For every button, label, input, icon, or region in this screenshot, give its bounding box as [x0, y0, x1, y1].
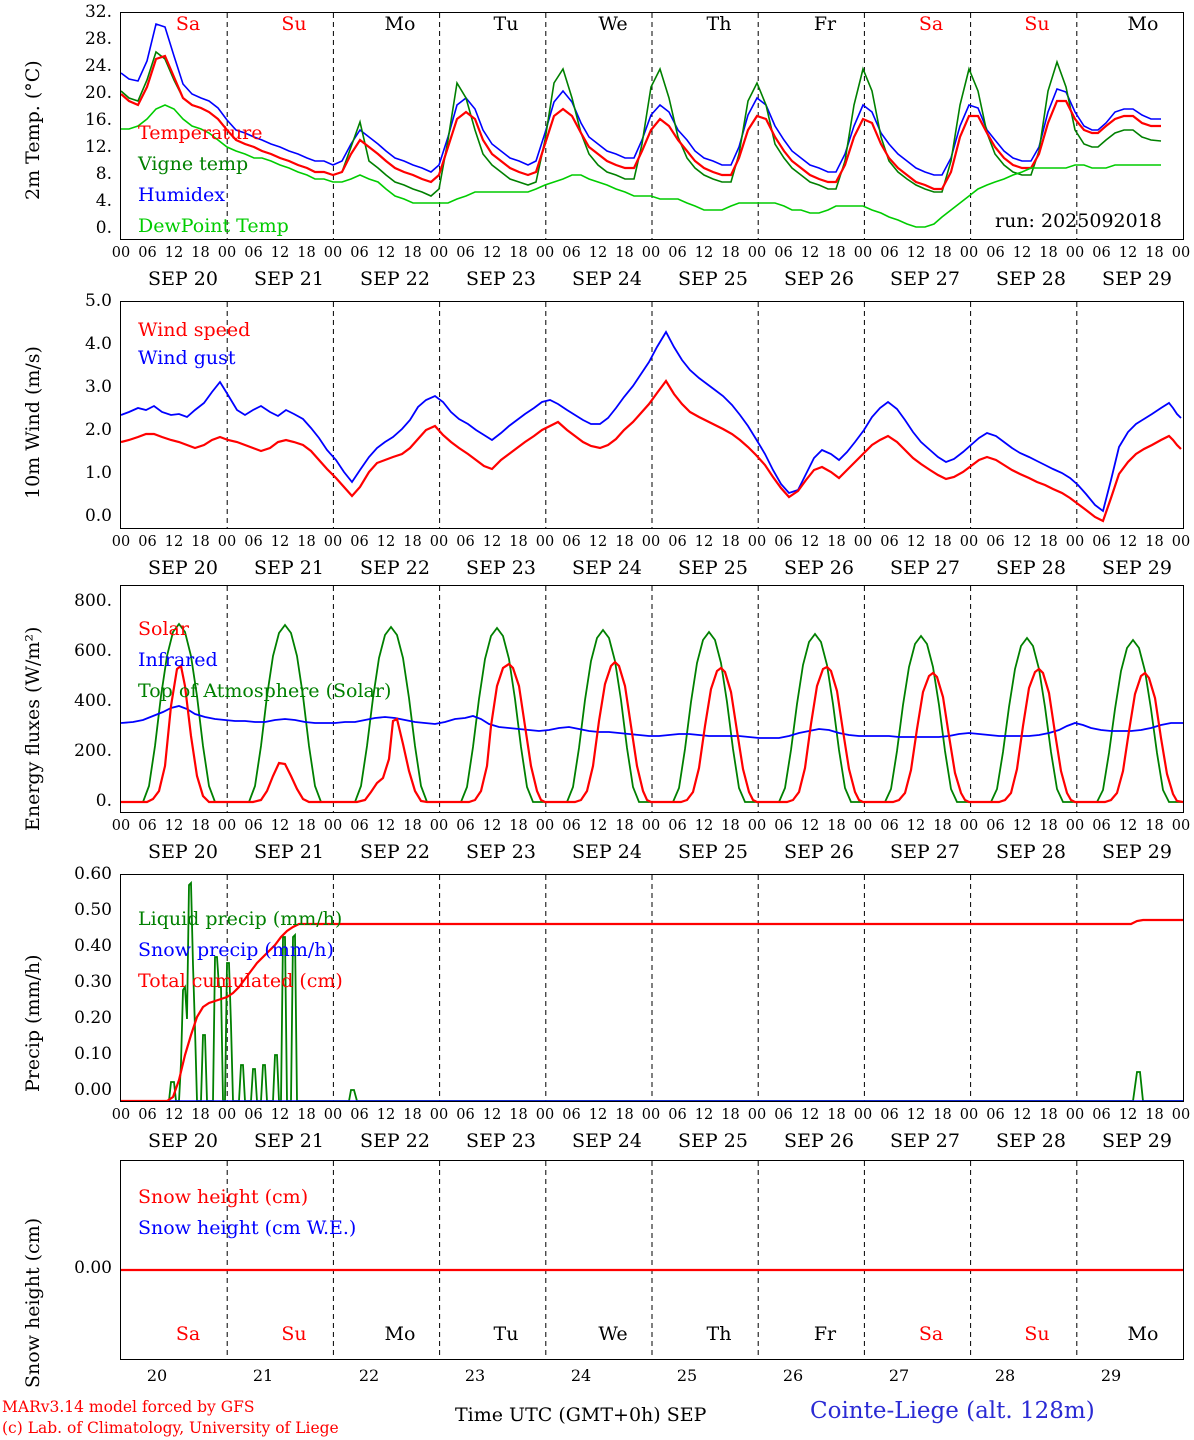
hour-tick-0: 00: [111, 1107, 131, 1123]
hour-tick-36: 00: [1065, 534, 1085, 550]
hour-tick-32: 00: [959, 818, 979, 834]
day-header-8: Su: [1024, 13, 1050, 35]
date-tick-9: SEP 29: [1102, 557, 1172, 579]
day-header-7: Sa: [918, 13, 944, 35]
hour-tick-21: 06: [668, 534, 687, 550]
day-number-20: 20: [146, 1366, 168, 1385]
hour-tick-15: 18: [509, 245, 528, 261]
ytick-e-600: 600.: [74, 641, 112, 661]
hour-tick-3: 18: [191, 818, 210, 834]
hour-tick-16: 00: [535, 818, 555, 834]
ytick-p-010: 0.10: [74, 1044, 112, 1064]
hour-tick-25: 06: [774, 245, 793, 261]
hour-tick-3: 18: [191, 1107, 210, 1123]
day-footer-2: Mo: [384, 1323, 416, 1345]
day-footer-3: Tu: [493, 1323, 519, 1345]
hour-tick-16: 00: [535, 534, 555, 550]
hour-tick-21: 06: [668, 1107, 687, 1123]
hour-tick-23: 18: [721, 534, 740, 550]
hour-tick-34: 12: [1012, 1107, 1032, 1123]
hour-tick-19: 18: [615, 534, 634, 550]
hour-tick-3: 18: [191, 245, 210, 261]
hour-tick-14: 12: [482, 245, 502, 261]
date-tick-3: SEP 23: [466, 268, 536, 290]
day-footer-6: Fr: [813, 1323, 837, 1345]
day-header-9: Mo: [1127, 13, 1159, 35]
hour-tick-35: 18: [1039, 818, 1058, 834]
date-tick-9: SEP 29: [1102, 841, 1172, 863]
hour-tick-31: 18: [933, 1107, 952, 1123]
hour-tick-1: 06: [138, 245, 157, 261]
hour-tick-6: 12: [270, 1107, 290, 1123]
ytick-t-16: 16.: [84, 110, 112, 130]
hour-tick-10: 12: [376, 1107, 396, 1123]
hour-tick-30: 12: [906, 534, 926, 550]
hour-tick-8: 00: [323, 1107, 343, 1123]
hour-tick-37: 06: [1092, 534, 1111, 550]
axis-label-energy: Energy fluxes (W/m²): [22, 626, 44, 831]
hour-tick-13: 06: [456, 818, 475, 834]
hour-tick-8: 00: [323, 534, 343, 550]
axis-label-snow: Snow height (cm): [22, 1217, 44, 1388]
hour-tick-30: 12: [906, 245, 926, 261]
hour-tick-24: 00: [747, 245, 767, 261]
hour-tick-37: 06: [1092, 1107, 1111, 1123]
hour-tick-14: 12: [482, 1107, 502, 1123]
hour-tick-17: 06: [562, 534, 581, 550]
hour-tick-5: 06: [244, 534, 263, 550]
hour-tick-17: 06: [562, 1107, 581, 1123]
date-tick-3: SEP 23: [466, 841, 536, 863]
legend-infrared: Infrared: [138, 649, 218, 671]
hour-tick-24: 00: [747, 1107, 767, 1123]
hour-tick-5: 06: [244, 818, 263, 834]
date-tick-6: SEP 26: [784, 841, 854, 863]
date-tick-4: SEP 24: [572, 1130, 642, 1152]
hour-tick-33: 06: [986, 245, 1005, 261]
day-footer-9: Mo: [1127, 1323, 1159, 1345]
hour-tick-34: 12: [1012, 245, 1032, 261]
hour-tick-28: 00: [853, 245, 873, 261]
day-number-29: 29: [1100, 1366, 1122, 1385]
legend-dewpoint: DewPoint Temp: [138, 215, 289, 237]
day-header-6: Fr: [813, 13, 837, 35]
date-tick-7: SEP 27: [890, 841, 960, 863]
hour-tick-10: 12: [376, 534, 396, 550]
hour-tick-14: 12: [482, 534, 502, 550]
hour-tick-11: 18: [403, 1107, 422, 1123]
hour-tick-7: 18: [297, 534, 316, 550]
date-tick-3: SEP 23: [466, 1130, 536, 1152]
date-tick-0: SEP 20: [148, 841, 218, 863]
ytick-e-400: 400.: [74, 691, 112, 711]
date-tick-0: SEP 20: [148, 557, 218, 579]
date-tick-2: SEP 22: [360, 268, 430, 290]
day-footer-4: We: [598, 1323, 628, 1345]
hour-tick-34: 12: [1012, 534, 1032, 550]
date-tick-5: SEP 25: [678, 268, 748, 290]
hour-tick-36: 00: [1065, 1107, 1085, 1123]
date-tick-8: SEP 28: [996, 557, 1066, 579]
day-header-4: We: [598, 13, 628, 35]
date-tick-5: SEP 25: [678, 1130, 748, 1152]
ytick-e-800: 800.: [74, 591, 112, 611]
hour-tick-28: 00: [853, 1107, 873, 1123]
date-tick-4: SEP 24: [572, 557, 642, 579]
hour-tick-27: 18: [827, 1107, 846, 1123]
date-tick-8: SEP 28: [996, 1130, 1066, 1152]
run-label: run: 2025092018: [995, 210, 1162, 232]
hour-tick-36: 00: [1065, 818, 1085, 834]
hour-tick-8: 00: [323, 818, 343, 834]
hour-tick-17: 06: [562, 818, 581, 834]
hour-tick-16: 00: [535, 245, 555, 261]
date-tick-8: SEP 28: [996, 268, 1066, 290]
day-number-27: 27: [888, 1366, 910, 1385]
ytick-w-4: 4.0: [84, 334, 112, 354]
legend-wind-speed: Wind speed: [138, 319, 251, 341]
date-tick-6: SEP 26: [784, 557, 854, 579]
day-footer-1: Su: [281, 1323, 307, 1345]
day-header-2: Mo: [384, 13, 416, 35]
hour-tick-27: 18: [827, 534, 846, 550]
hour-tick-32: 00: [959, 245, 979, 261]
date-tick-4: SEP 24: [572, 841, 642, 863]
hour-tick-15: 18: [509, 818, 528, 834]
legend-vigne-temp: Vigne temp: [138, 153, 249, 175]
date-tick-8: SEP 28: [996, 841, 1066, 863]
hour-tick-37: 06: [1092, 818, 1111, 834]
day-header-1: Su: [281, 13, 307, 35]
hour-tick-37: 06: [1092, 245, 1111, 261]
hour-tick-12: 00: [429, 818, 449, 834]
hour-tick-38: 12: [1118, 1107, 1138, 1123]
date-tick-9: SEP 29: [1102, 268, 1172, 290]
hour-tick-15: 18: [509, 1107, 528, 1123]
hour-tick-16: 00: [535, 1107, 555, 1123]
hour-tick-27: 18: [827, 818, 846, 834]
hour-tick-40: 00: [1171, 1107, 1191, 1123]
hour-tick-28: 00: [853, 534, 873, 550]
legend-temperature: Temperature: [138, 122, 263, 144]
hour-tick-35: 18: [1039, 245, 1058, 261]
hour-tick-7: 18: [297, 818, 316, 834]
footer-lab-credit: (c) Lab. of Climatology, University of Liege: [2, 1419, 339, 1437]
date-tick-0: SEP 20: [148, 1130, 218, 1152]
axis-label-wind: 10m Wind (m/s): [22, 346, 44, 499]
ytick-t-32: 32.: [84, 2, 112, 22]
ytick-p-060: 0.60: [74, 864, 112, 884]
panel-snow-height: [0, 1148, 1194, 1388]
hour-tick-22: 12: [694, 818, 714, 834]
day-footer-5: Th: [706, 1323, 732, 1345]
hour-tick-13: 06: [456, 245, 475, 261]
hour-tick-39: 18: [1145, 245, 1164, 261]
hour-tick-7: 18: [297, 245, 316, 261]
ytick-t-8: 8.: [95, 164, 112, 184]
date-tick-0: SEP 20: [148, 268, 218, 290]
hour-tick-2: 12: [164, 534, 184, 550]
day-footer-8: Su: [1024, 1323, 1050, 1345]
date-tick-6: SEP 26: [784, 1130, 854, 1152]
date-tick-2: SEP 22: [360, 557, 430, 579]
date-tick-2: SEP 22: [360, 841, 430, 863]
hour-tick-27: 18: [827, 245, 846, 261]
hour-tick-30: 12: [906, 818, 926, 834]
ytick-t-12: 12.: [84, 137, 112, 157]
hour-tick-17: 06: [562, 245, 581, 261]
hour-tick-34: 12: [1012, 818, 1032, 834]
hour-tick-0: 00: [111, 818, 131, 834]
hour-tick-39: 18: [1145, 534, 1164, 550]
ytick-w-3: 3.0: [84, 377, 112, 397]
hour-tick-5: 06: [244, 1107, 263, 1123]
hour-tick-29: 06: [880, 534, 899, 550]
hour-tick-6: 12: [270, 534, 290, 550]
ytick-w-0: 0.0: [84, 506, 112, 526]
date-tick-7: SEP 27: [890, 557, 960, 579]
date-tick-4: SEP 24: [572, 268, 642, 290]
ytick-e-0: 0.: [95, 791, 112, 811]
hour-tick-18: 12: [588, 1107, 608, 1123]
hour-tick-11: 18: [403, 245, 422, 261]
hour-tick-33: 06: [986, 1107, 1005, 1123]
hour-tick-25: 06: [774, 818, 793, 834]
hour-tick-33: 06: [986, 534, 1005, 550]
hour-tick-40: 00: [1171, 245, 1191, 261]
hour-tick-18: 12: [588, 245, 608, 261]
plot-area-temperature: [120, 12, 1184, 240]
hour-tick-29: 06: [880, 818, 899, 834]
legend-wind-gust: Wind gust: [138, 347, 236, 369]
hour-tick-9: 06: [350, 1107, 369, 1123]
ytick-s-000: 0.00: [74, 1258, 112, 1278]
date-tick-1: SEP 21: [254, 268, 324, 290]
hour-tick-14: 12: [482, 818, 502, 834]
hour-tick-4: 00: [217, 818, 237, 834]
hour-tick-21: 06: [668, 818, 687, 834]
hour-tick-23: 18: [721, 245, 740, 261]
date-tick-2: SEP 22: [360, 1130, 430, 1152]
day-header-0: Sa: [175, 13, 201, 35]
legend-humidex: Humidex: [138, 184, 226, 206]
hour-tick-20: 00: [641, 534, 661, 550]
date-tick-1: SEP 21: [254, 841, 324, 863]
day-number-25: 25: [676, 1366, 698, 1385]
hour-tick-20: 00: [641, 818, 661, 834]
hour-tick-38: 12: [1118, 534, 1138, 550]
hour-tick-39: 18: [1145, 818, 1164, 834]
hour-tick-2: 12: [164, 818, 184, 834]
hour-tick-12: 00: [429, 534, 449, 550]
hour-tick-9: 06: [350, 245, 369, 261]
hour-tick-5: 06: [244, 245, 263, 261]
hour-tick-1: 06: [138, 818, 157, 834]
hour-tick-0: 00: [111, 245, 131, 261]
hour-tick-9: 06: [350, 818, 369, 834]
footer-model-credit: MARv3.14 model forced by GFS: [2, 1398, 255, 1416]
ytick-p-050: 0.50: [74, 900, 112, 920]
hour-tick-20: 00: [641, 1107, 661, 1123]
hour-tick-24: 00: [747, 534, 767, 550]
hour-tick-13: 06: [456, 1107, 475, 1123]
hour-tick-12: 00: [429, 1107, 449, 1123]
ytick-w-1: 1.0: [84, 463, 112, 483]
hour-tick-35: 18: [1039, 534, 1058, 550]
day-number-22: 22: [358, 1366, 380, 1385]
legend-liquid-precip: Liquid precip (mm/h): [138, 908, 343, 930]
date-tick-5: SEP 25: [678, 557, 748, 579]
hour-tick-22: 12: [694, 245, 714, 261]
hour-tick-4: 00: [217, 1107, 237, 1123]
day-footer-0: Sa: [175, 1323, 201, 1345]
plot-area-wind: [120, 301, 1184, 529]
hour-tick-31: 18: [933, 818, 952, 834]
hour-tick-31: 18: [933, 534, 952, 550]
hour-tick-36: 00: [1065, 245, 1085, 261]
axis-label-temperature: 2m Temp. (°C): [22, 60, 44, 200]
hour-tick-11: 18: [403, 534, 422, 550]
panel-energy-fluxes: [0, 573, 1194, 863]
hour-tick-38: 12: [1118, 245, 1138, 261]
hour-tick-33: 06: [986, 818, 1005, 834]
ytick-w-2: 2.0: [84, 420, 112, 440]
ytick-p-030: 0.30: [74, 972, 112, 992]
hour-tick-6: 12: [270, 245, 290, 261]
hour-tick-1: 06: [138, 534, 157, 550]
hour-tick-10: 12: [376, 245, 396, 261]
day-number-26: 26: [782, 1366, 804, 1385]
hour-tick-6: 12: [270, 818, 290, 834]
panel-precip: [0, 862, 1194, 1152]
ytick-t-24: 24.: [84, 56, 112, 76]
ytick-t-4: 4.: [95, 191, 112, 211]
hour-tick-10: 12: [376, 818, 396, 834]
hour-tick-19: 18: [615, 818, 634, 834]
axis-label-precip: Precip (mm/h): [22, 954, 44, 1092]
day-number-21: 21: [252, 1366, 274, 1385]
hour-tick-0: 00: [111, 534, 131, 550]
date-tick-3: SEP 23: [466, 557, 536, 579]
hour-tick-19: 18: [615, 245, 634, 261]
legend-solar: Solar: [138, 618, 189, 640]
panel-temperature: [0, 0, 1194, 290]
hour-tick-32: 00: [959, 534, 979, 550]
hour-tick-26: 12: [800, 818, 820, 834]
date-tick-6: SEP 26: [784, 268, 854, 290]
hour-tick-12: 00: [429, 245, 449, 261]
hour-tick-28: 00: [853, 818, 873, 834]
footer-station-name: Cointe-Liege (alt. 128m): [810, 1398, 1095, 1424]
hour-tick-4: 00: [217, 245, 237, 261]
hour-tick-38: 12: [1118, 818, 1138, 834]
hour-tick-3: 18: [191, 534, 210, 550]
hour-tick-29: 06: [880, 1107, 899, 1123]
hour-tick-20: 00: [641, 245, 661, 261]
hour-tick-32: 00: [959, 1107, 979, 1123]
hour-tick-25: 06: [774, 1107, 793, 1123]
hour-tick-26: 12: [800, 1107, 820, 1123]
legend-toa: Top of Atmosphere (Solar): [138, 680, 392, 702]
hour-tick-22: 12: [694, 1107, 714, 1123]
hour-tick-21: 06: [668, 245, 687, 261]
day-header-3: Tu: [493, 13, 519, 35]
hour-tick-4: 00: [217, 534, 237, 550]
date-tick-1: SEP 21: [254, 1130, 324, 1152]
date-tick-1: SEP 21: [254, 557, 324, 579]
hour-tick-11: 18: [403, 818, 422, 834]
hour-tick-2: 12: [164, 1107, 184, 1123]
panel-wind: [0, 289, 1194, 579]
legend-snow-precip: Snow precip (mm/h): [138, 939, 334, 961]
ytick-p-000: 0.00: [74, 1080, 112, 1100]
hour-tick-40: 00: [1171, 534, 1191, 550]
hour-tick-18: 12: [588, 818, 608, 834]
hour-tick-18: 12: [588, 534, 608, 550]
legend-snow-height-we: Snow height (cm W.E.): [138, 1217, 357, 1239]
date-tick-7: SEP 27: [890, 268, 960, 290]
hour-tick-35: 18: [1039, 1107, 1058, 1123]
ytick-w-5: 5.0: [84, 291, 112, 311]
hour-tick-30: 12: [906, 1107, 926, 1123]
date-tick-7: SEP 27: [890, 1130, 960, 1152]
hour-tick-29: 06: [880, 245, 899, 261]
hour-tick-19: 18: [615, 1107, 634, 1123]
legend-snow-height: Snow height (cm): [138, 1186, 309, 1208]
ytick-p-020: 0.20: [74, 1008, 112, 1028]
hour-tick-26: 12: [800, 245, 820, 261]
hour-tick-22: 12: [694, 534, 714, 550]
legend-total-cumul: Total cumulated (cm): [138, 970, 343, 992]
ytick-t-0: 0.: [95, 218, 112, 238]
footer-time-axis-label: Time UTC (GMT+0h) SEP: [455, 1404, 707, 1426]
hour-tick-23: 18: [721, 1107, 740, 1123]
day-number-28: 28: [994, 1366, 1016, 1385]
hour-tick-40: 00: [1171, 818, 1191, 834]
hour-tick-31: 18: [933, 245, 952, 261]
hour-tick-25: 06: [774, 534, 793, 550]
day-footer-7: Sa: [918, 1323, 944, 1345]
date-tick-9: SEP 29: [1102, 1130, 1172, 1152]
hour-tick-39: 18: [1145, 1107, 1164, 1123]
day-number-24: 24: [570, 1366, 592, 1385]
hour-tick-9: 06: [350, 534, 369, 550]
hour-tick-15: 18: [509, 534, 528, 550]
day-number-23: 23: [464, 1366, 486, 1385]
ytick-e-200: 200.: [74, 741, 112, 761]
ytick-t-20: 20.: [84, 83, 112, 103]
hour-tick-13: 06: [456, 534, 475, 550]
hour-tick-2: 12: [164, 245, 184, 261]
hour-tick-8: 00: [323, 245, 343, 261]
ytick-t-28: 28.: [84, 29, 112, 49]
day-header-5: Th: [706, 13, 732, 35]
hour-tick-7: 18: [297, 1107, 316, 1123]
date-tick-5: SEP 25: [678, 841, 748, 863]
hour-tick-1: 06: [138, 1107, 157, 1123]
hour-tick-23: 18: [721, 818, 740, 834]
hour-tick-26: 12: [800, 534, 820, 550]
ytick-p-040: 0.40: [74, 936, 112, 956]
hour-tick-24: 00: [747, 818, 767, 834]
